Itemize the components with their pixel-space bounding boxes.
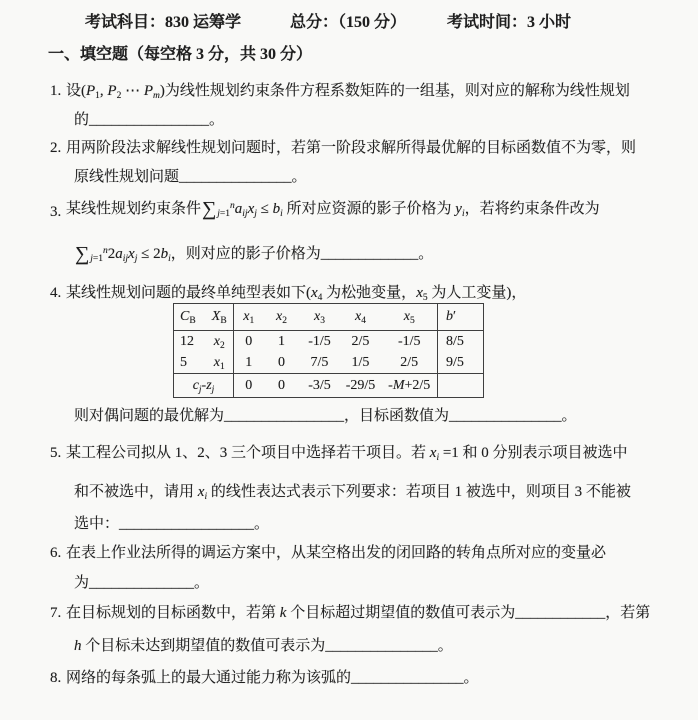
table-header-cell: $x_1$ [234,304,264,331]
section-title: 一、填空题（每空格 3 分，共 30 分） [48,46,313,63]
question-8-number: 8. [50,670,62,686]
table-header-cell: $x_2$ [264,304,300,331]
question-8-line-1: 网络的每条弧上的最大通过能力称为该弧的_______________。 [66,670,479,686]
table-cell: 9/5 [446,354,464,370]
question-7-line-1: 在目标规划的目标函数中，若第 k 个目标超过期望值的数值可表示为____________，若第 [66,605,651,621]
table-cell: 0 [278,354,285,370]
question-3-blank-line: $\sum_{j=1}^n2a_{ij}x_j \le 2b_i$，则对应的影子价格为_____________。 [75,243,434,265]
table-cell: 0 [234,374,264,398]
table-cell: -3/5 [300,374,340,398]
question-5-number: 5. [50,445,62,461]
table-cell: -M+2/5 [382,374,438,398]
question-1-line-1: 设($P_1$, $P_2$ ⋯ $P_m$)为线性规划约束条件方程系数矩阵的一组基，则对应的解称为线性规划 [66,83,630,101]
table-cell: 2/5 [382,352,438,374]
table-cell: $x_1$ [206,352,234,374]
question-1-blank-line: 的________________。 [74,112,225,128]
table-cell: 7/5 [310,354,329,370]
table-cell: 1 [278,333,285,349]
question-5-line-2: 和不被选中，请用 $x_i$ 的线性表达式表示下列要求：若项目 1 被选中，则项目 3 不能被 [74,484,631,502]
question-4-blank-line: 则对偶问题的最优解为________________，目标函数值为_______________。 [74,408,577,424]
question-7-blank-line: h 个目标未达到期望值的数值可表示为_______________。 [74,638,453,654]
table-header-cell: $x_3$ [300,304,340,331]
table-cell: -29/5 [340,374,382,398]
question-2-number: 2. [50,140,62,156]
question-4-number: 4. [50,285,62,301]
exam-time: 考试时间：3 小时 [447,14,572,31]
table-cell: $c_j-z_j$ [174,374,234,398]
table-cell: 1/5 [351,354,370,370]
table-cell: 0 [264,374,300,398]
question-4-line-1: 某线性规划问题的最终单纯型表如下($x_4$ 为松弛变量，$x_5$ 为人工变量)， [66,285,527,303]
question-6-blank-line: 为______________。 [74,575,210,591]
table-cell: 12 [180,333,194,349]
table-cell: 8/5 [446,333,464,349]
question-3-line-1: 某线性规划约束条件$\sum_{j=1}^na_{ij}x_j \le b_i$ 所对应资源的影子价格为 $y_i$，若将约束条件改为 [66,198,600,220]
summation-icon: ∑ [75,243,90,265]
table-row [174,331,484,353]
table-cell: $x_2$ [206,331,234,353]
question-6-number: 6. [50,545,62,561]
table-cell: 1 [245,354,253,370]
table-footer-row [174,374,484,398]
question-5-blank-line: 选中：__________________。 [74,516,270,532]
table-header-cell: $x_4$ [340,304,382,331]
question-2-blank-line: 原线性规划问题_______________。 [74,169,307,185]
table-cell: 0 [245,333,253,349]
question-1-number: 1. [50,83,62,99]
table-header-row [174,304,484,331]
table-row [174,352,484,374]
table-cell: 2/5 [351,333,370,349]
table-header-cell: $C_B$ [174,304,206,331]
table-cell: -1/5 [308,333,331,349]
simplex-table [173,303,484,398]
question-2-line-1: 用两阶段法求解线性规划问题时，若第一阶段求解所得最优解的目标函数值不为零，则 [66,140,637,156]
table-header-cell: $X_B$ [206,304,234,331]
exam-subject: 考试科目：830 运筹学 [85,14,242,31]
table-header-cell: b′ [438,304,484,331]
question-5-line-1: 某工程公司拟从 1、2、3 三个项目中选择若干项目。若 $x_i =1$ 和 0 分别表示项目被选中 [66,445,628,463]
question-3-number: 3. [50,204,62,220]
table-cell: -1/5 [382,331,438,353]
table-header-cell: $x_5$ [382,304,438,331]
table-cell [438,374,484,398]
exam-total-score: 总分：（150 分） [290,14,407,31]
table-cell: 5 [180,354,187,370]
summation-icon: ∑ [202,198,217,220]
question-7-number: 7. [50,605,62,621]
question-6-line-1: 在表上作业法所得的调运方案中，从某空格出发的闭回路的转角点所对应的变量必 [66,545,607,561]
